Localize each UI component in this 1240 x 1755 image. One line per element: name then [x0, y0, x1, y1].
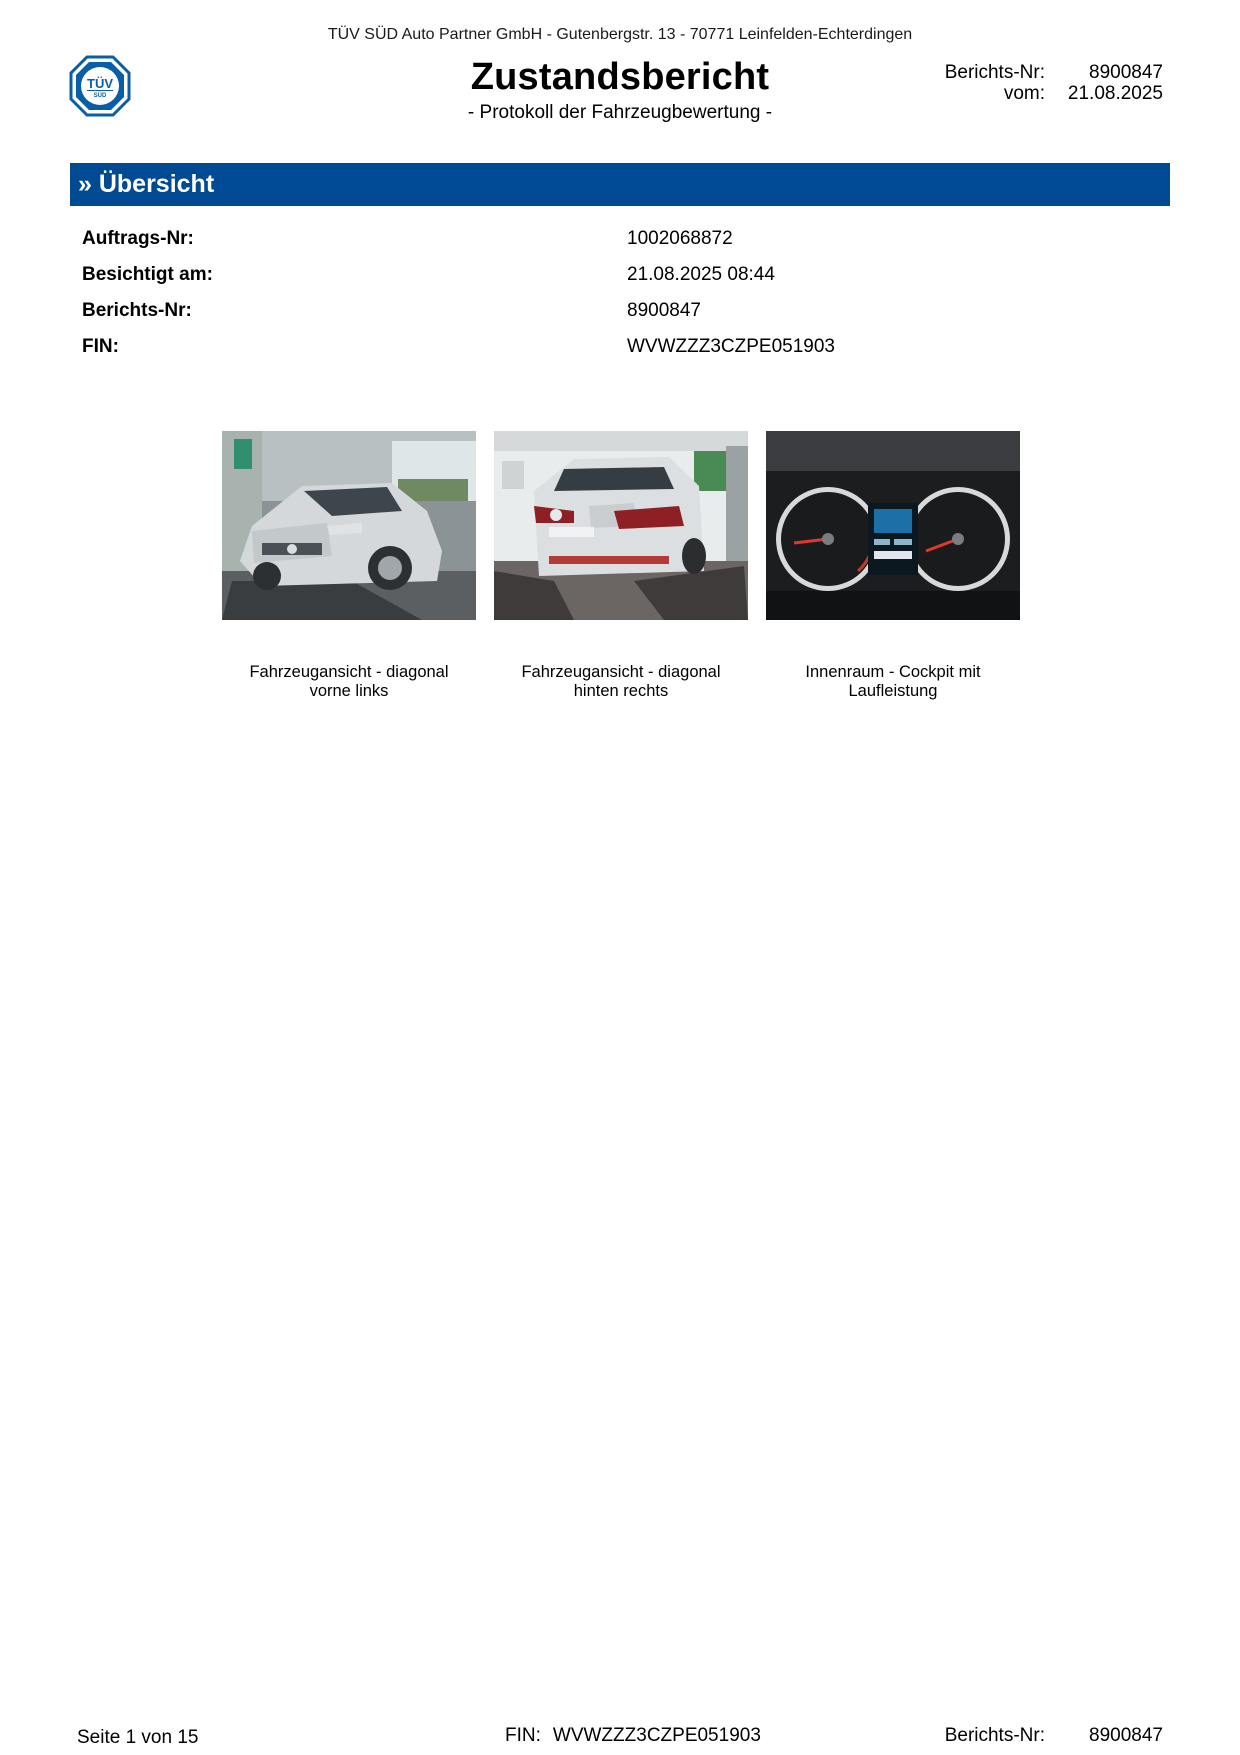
report-date-value: 21.08.2025: [1067, 83, 1163, 104]
footer-report-number-label: Berichts-Nr:: [944, 1725, 1045, 1746]
page-title: Zustandsbericht: [470, 56, 770, 98]
vin-value: WVWZZZ3CZPE051903: [627, 336, 835, 357]
report-date-label: vom:: [1003, 83, 1045, 104]
footer-vin-label: FIN:: [505, 1725, 541, 1746]
footer-report-number-value: 8900847: [1089, 1725, 1163, 1746]
order-number-value: 1002068872: [627, 228, 733, 249]
inspected-value: 21.08.2025 08:44: [627, 264, 775, 285]
company-address-line: TÜV SÜD Auto Partner GmbH - Gutenbergstr. 13 - 70771 Leinfelden-Echterdingen: [327, 26, 913, 43]
report-number-label: Berichts-Nr:: [82, 300, 192, 321]
report-number-row: [925, 62, 1163, 83]
cockpit-mileage-photo[interactable]: [766, 431, 1020, 620]
page-number: Seite 1 von 15: [77, 1727, 199, 1748]
vehicle-rear-right-photo[interactable]: [494, 431, 748, 620]
overview-row-inspected: [82, 260, 1162, 296]
caption-line: Laufleistung: [848, 682, 938, 700]
overview-row-report-number: [82, 296, 1162, 332]
photo-card: [766, 431, 1020, 701]
svg-text:SÜD: SÜD: [93, 93, 107, 99]
caption-line: Fahrzeugansicht - diagonal: [249, 663, 449, 681]
footer-vin-value: WVWZZZ3CZPE051903: [552, 1725, 761, 1746]
photo-caption: [494, 663, 748, 701]
caption-line: Fahrzeugansicht - diagonal: [521, 663, 721, 681]
tuev-sued-logo: [69, 55, 131, 117]
report-number-value: 8900847: [627, 300, 701, 321]
svg-text:TÜV: TÜV: [87, 76, 113, 91]
photo-card: [222, 431, 476, 701]
order-number-label: Auftrags-Nr:: [82, 228, 194, 249]
vehicle-front-left-photo[interactable]: [222, 431, 476, 620]
title-block: [370, 54, 870, 124]
vin-label: FIN:: [82, 336, 119, 357]
overview-table: [82, 224, 1162, 368]
report-date-row: [925, 83, 1163, 104]
report-meta: [925, 62, 1163, 104]
photo-card: [494, 431, 748, 701]
footer-report-number: [925, 1725, 1163, 1747]
overview-row-order-number: [82, 224, 1162, 260]
footer-vin: [505, 1725, 761, 1747]
inspected-label: Besichtigt am:: [82, 264, 213, 285]
overview-row-vin: [82, 332, 1162, 368]
caption-line: vorne links: [309, 682, 389, 700]
photo-caption: [766, 663, 1020, 701]
report-number-value: 8900847: [1089, 62, 1163, 83]
caption-line: hinten rechts: [573, 682, 669, 700]
page-subtitle: - Protokoll der Fahrzeugbewertung -: [467, 102, 773, 123]
report-number-label: Berichts-Nr:: [944, 62, 1045, 83]
section-header-overview: » Übersicht: [70, 163, 1170, 206]
photo-caption: [222, 663, 476, 701]
photo-gallery: [222, 431, 1022, 711]
caption-line: Innenraum - Cockpit mit: [805, 663, 981, 681]
page-footer: [0, 1723, 1240, 1753]
